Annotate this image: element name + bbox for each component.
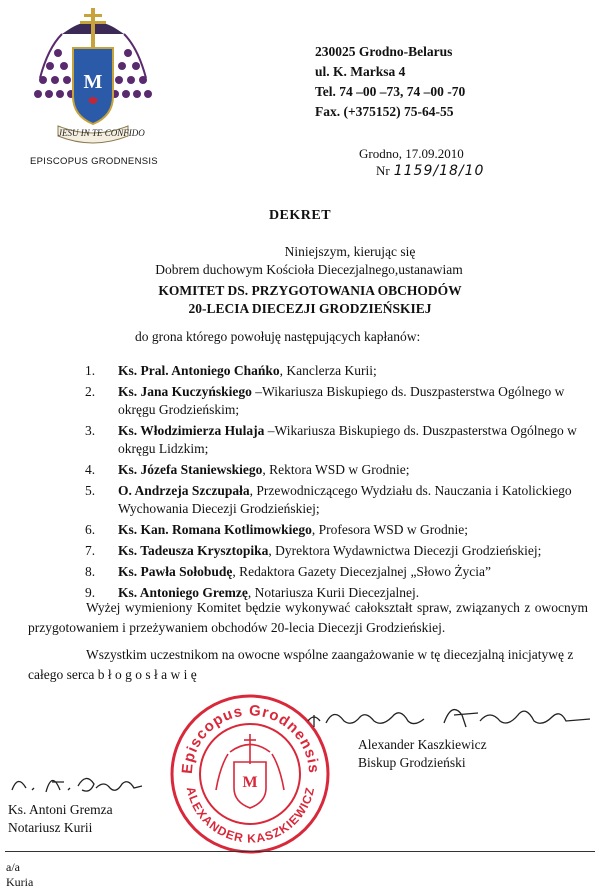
intro-line-1: Niniejszym, kierując się bbox=[284, 244, 416, 259]
member-role: , Profesora WSD w Grodnie; bbox=[311, 522, 468, 537]
member-role: , Przewodniczącego Wydziału ds. Nauczania i Katolickiego Wychowania Diecezji Grodzieńskiej; bbox=[118, 483, 572, 516]
address-line: Fax. (+375152) 75-64-55 bbox=[315, 104, 454, 119]
item-number: 4. bbox=[85, 462, 96, 477]
member-role: , Kanclerza Kurii; bbox=[279, 363, 377, 378]
member-name: Ks. Włodzimierza Hulaja bbox=[118, 423, 265, 438]
committee-line-2: 20-LECIA DIECEZJI GRODZIEŃSKIEJ bbox=[188, 301, 432, 316]
member-role: , Rektora WSD w Grodnie; bbox=[262, 462, 410, 477]
member-name: Ks. Jana Kuczyńskiego bbox=[118, 384, 252, 399]
footer-line-2: Kuria bbox=[6, 875, 34, 889]
member-name: Ks. Pral. Antoniego Chańko bbox=[118, 363, 280, 378]
letterhead-address bbox=[315, 42, 465, 122]
list-item bbox=[85, 521, 593, 539]
document-date: Grodno, 17.09.2010 bbox=[359, 146, 464, 161]
document-title: DEKRET bbox=[268, 208, 332, 223]
footer-archive-note bbox=[6, 860, 33, 890]
member-name: Ks. Kan. Romana Kotlimowkiego bbox=[118, 522, 312, 537]
item-number: 1. bbox=[85, 363, 96, 378]
item-number: 9. bbox=[85, 585, 96, 600]
signer-title: Notariusz Kurii bbox=[8, 820, 93, 835]
committee-name bbox=[0, 282, 600, 318]
list-item bbox=[85, 563, 593, 581]
committee-duties-paragraph: Wyżej wymieniony Komitet będzie wykonywać całokształt spraw, związanych z owocnym przygotowaniem i przeżywaniem obchodów 20-lecia Diecezji Grodzieńskiej. bbox=[28, 600, 588, 635]
address-line: ul. K. Marksa 4 bbox=[315, 64, 406, 79]
address-line: Tel. 74 –00 –73, 74 –00 -70 bbox=[315, 84, 466, 99]
crest-motto: JESU IN TE CONFIDO bbox=[58, 128, 145, 138]
list-item bbox=[85, 482, 593, 518]
list-item bbox=[85, 542, 593, 560]
member-name: Ks. Pawła Sołobudę bbox=[118, 564, 233, 579]
blessing-paragraph: Wszystkim uczestnikom na owocne wspólne zaangażowanie w tę diecezjalną inicjatywę z całego serca b ł o g o s ł a w i ę bbox=[28, 647, 574, 682]
list-item bbox=[85, 461, 593, 479]
notary-signer-block bbox=[8, 801, 113, 837]
member-role: –Wikariusza Biskupiego ds. Duszpasterstwa Ogólnego w okręgu Grodzieńskim; bbox=[118, 384, 565, 417]
item-number: 8. bbox=[85, 564, 96, 579]
member-name: O. Andrzeja Szczupała bbox=[118, 483, 250, 498]
member-role: , Redaktora Gazety Diecezjalnej „Słowo Życia” bbox=[232, 564, 492, 579]
member-role: , Dyrektora Wydawnictwa Diecezji Grodzieńskiej; bbox=[268, 543, 542, 558]
item-number: 5. bbox=[85, 483, 96, 498]
item-number: 7. bbox=[85, 543, 96, 558]
footer-divider bbox=[5, 851, 595, 852]
footer-line-1: a/a bbox=[6, 860, 20, 874]
svg-text:M: M bbox=[242, 774, 258, 791]
bishop-coat-of-arms bbox=[28, 8, 158, 168]
bishop-signature bbox=[304, 693, 594, 733]
bishop-signer-block bbox=[358, 736, 487, 772]
stamp-bottom-text: ALEXANDER KASZKIEWICZ bbox=[183, 785, 318, 846]
item-number: 6. bbox=[85, 522, 96, 537]
intro-line-2: Dobrem duchowym Kościoła Diecezjalnego,ustanawiam bbox=[155, 262, 463, 277]
committee-line-1: KOMITET DS. PRZYGOTOWANIA OBCHODÓW bbox=[158, 283, 462, 298]
notary-signature bbox=[6, 760, 146, 800]
appointment-intro: do grona którego powołuję następujących kapłanów: bbox=[135, 329, 421, 344]
list-item bbox=[85, 422, 593, 458]
address-line: 230025 Grodno-Belarus bbox=[315, 44, 453, 59]
signer-name: Alexander Kaszkiewicz bbox=[358, 737, 487, 752]
list-item bbox=[85, 383, 593, 419]
signer-name: Ks. Antoni Gremza bbox=[8, 802, 113, 817]
member-name: Ks. Józefa Staniewskiego bbox=[118, 462, 263, 477]
document-number bbox=[376, 163, 484, 179]
member-name: Ks. Antoniego Gremzę bbox=[118, 585, 248, 600]
stamp-top-text: Episcopus Grodnensis bbox=[178, 702, 323, 775]
number-handwritten: 1159/18/10 bbox=[393, 163, 485, 179]
number-prefix: Nr bbox=[376, 163, 390, 178]
item-number: 3. bbox=[85, 423, 96, 438]
episcopus-label: EPISCOPUS GRODNENSIS bbox=[30, 156, 158, 167]
member-name: Ks. Tadeusza Krysztopika bbox=[118, 543, 269, 558]
svg-text:M: M bbox=[83, 71, 103, 93]
member-role: –Wikariusza Biskupiego ds. Duszpasterstwa Ogólnego w okręgu Lidzkim; bbox=[118, 423, 577, 456]
member-role: , Notariusza Kurii Diecezjalnej. bbox=[247, 585, 420, 600]
member-list bbox=[85, 362, 593, 605]
list-item bbox=[85, 362, 593, 380]
item-number: 2. bbox=[85, 384, 96, 399]
signer-title: Biskup Grodzieński bbox=[358, 755, 466, 770]
